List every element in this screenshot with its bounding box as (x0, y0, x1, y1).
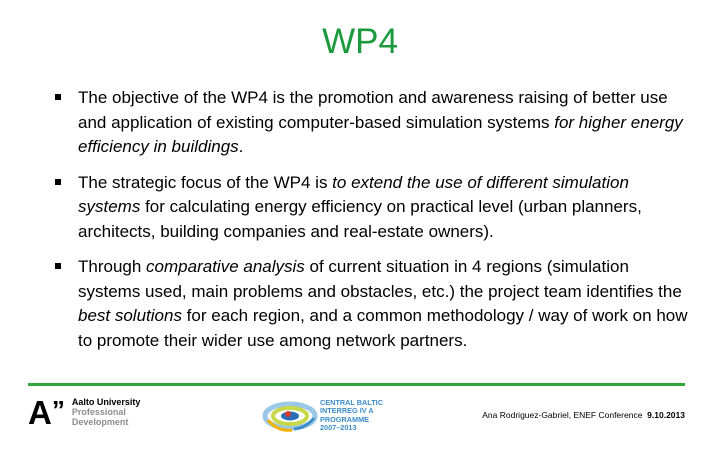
aalto-line-1: Aalto University (71, 397, 141, 407)
bullet-2-text-c: for calculating energy efficiency on practical level (urban planners, architects, building companies and real-estate owners). (78, 197, 642, 241)
aalto-wordmark (72, 397, 141, 427)
slide-title: WP4 (322, 22, 398, 61)
bullet-2-text-b: to extend the use of different simulation systems (78, 172, 629, 216)
square-bullet-icon (55, 179, 61, 185)
central-baltic-emblem-icon (262, 396, 318, 438)
bullet-3-text-d: best solutions (78, 306, 182, 325)
credit-date: 9.10.2013 (647, 410, 685, 420)
bullet-3-text-a: Through (78, 257, 147, 276)
aalto-line-2: Professional (71, 407, 126, 417)
bullet-1-text-c: . (238, 137, 244, 156)
aalto-mark: A” (28, 393, 64, 431)
square-bullet-icon (55, 94, 61, 100)
bullet-2-text-a: The strategic focus of the WP4 is (78, 172, 333, 192)
bullet-1-text-b: for higher energy efficiency in buildings (78, 112, 683, 156)
bullet-3-text-c: of current situation in 4 regions (simulation systems used, main problems and obstacles, etc.) the project team identifies the (78, 257, 682, 301)
square-bullet-icon (55, 263, 61, 269)
bullet-3-text-e: for each region, and a common methodology / way of work on how to promote their wider use among network partners. (78, 306, 688, 350)
bullet-item-3 (55, 255, 695, 353)
bullet-item-1 (55, 86, 695, 160)
bullet-3-text-b: comparative analysis (146, 257, 305, 276)
bullet-1-text-a: The objective of the WP4 is the promotion and awareness raising of better use and application of existing computer-based simulation systems (78, 88, 668, 132)
bullet-item-2 (55, 171, 695, 245)
central-baltic-text: CENTRAL BALTIC INTERREG IV A PROGRAMME 2007–2013 (320, 398, 383, 433)
aalto-line-3: Development (71, 417, 129, 427)
aalto-logo (28, 394, 140, 430)
bullet-list (55, 86, 695, 364)
footer-divider (28, 383, 685, 386)
author-credit (482, 410, 685, 420)
central-baltic-logo (262, 396, 392, 438)
credit-text: Ana Rodriguez-Gabriel, ENEF Conference (482, 410, 643, 420)
